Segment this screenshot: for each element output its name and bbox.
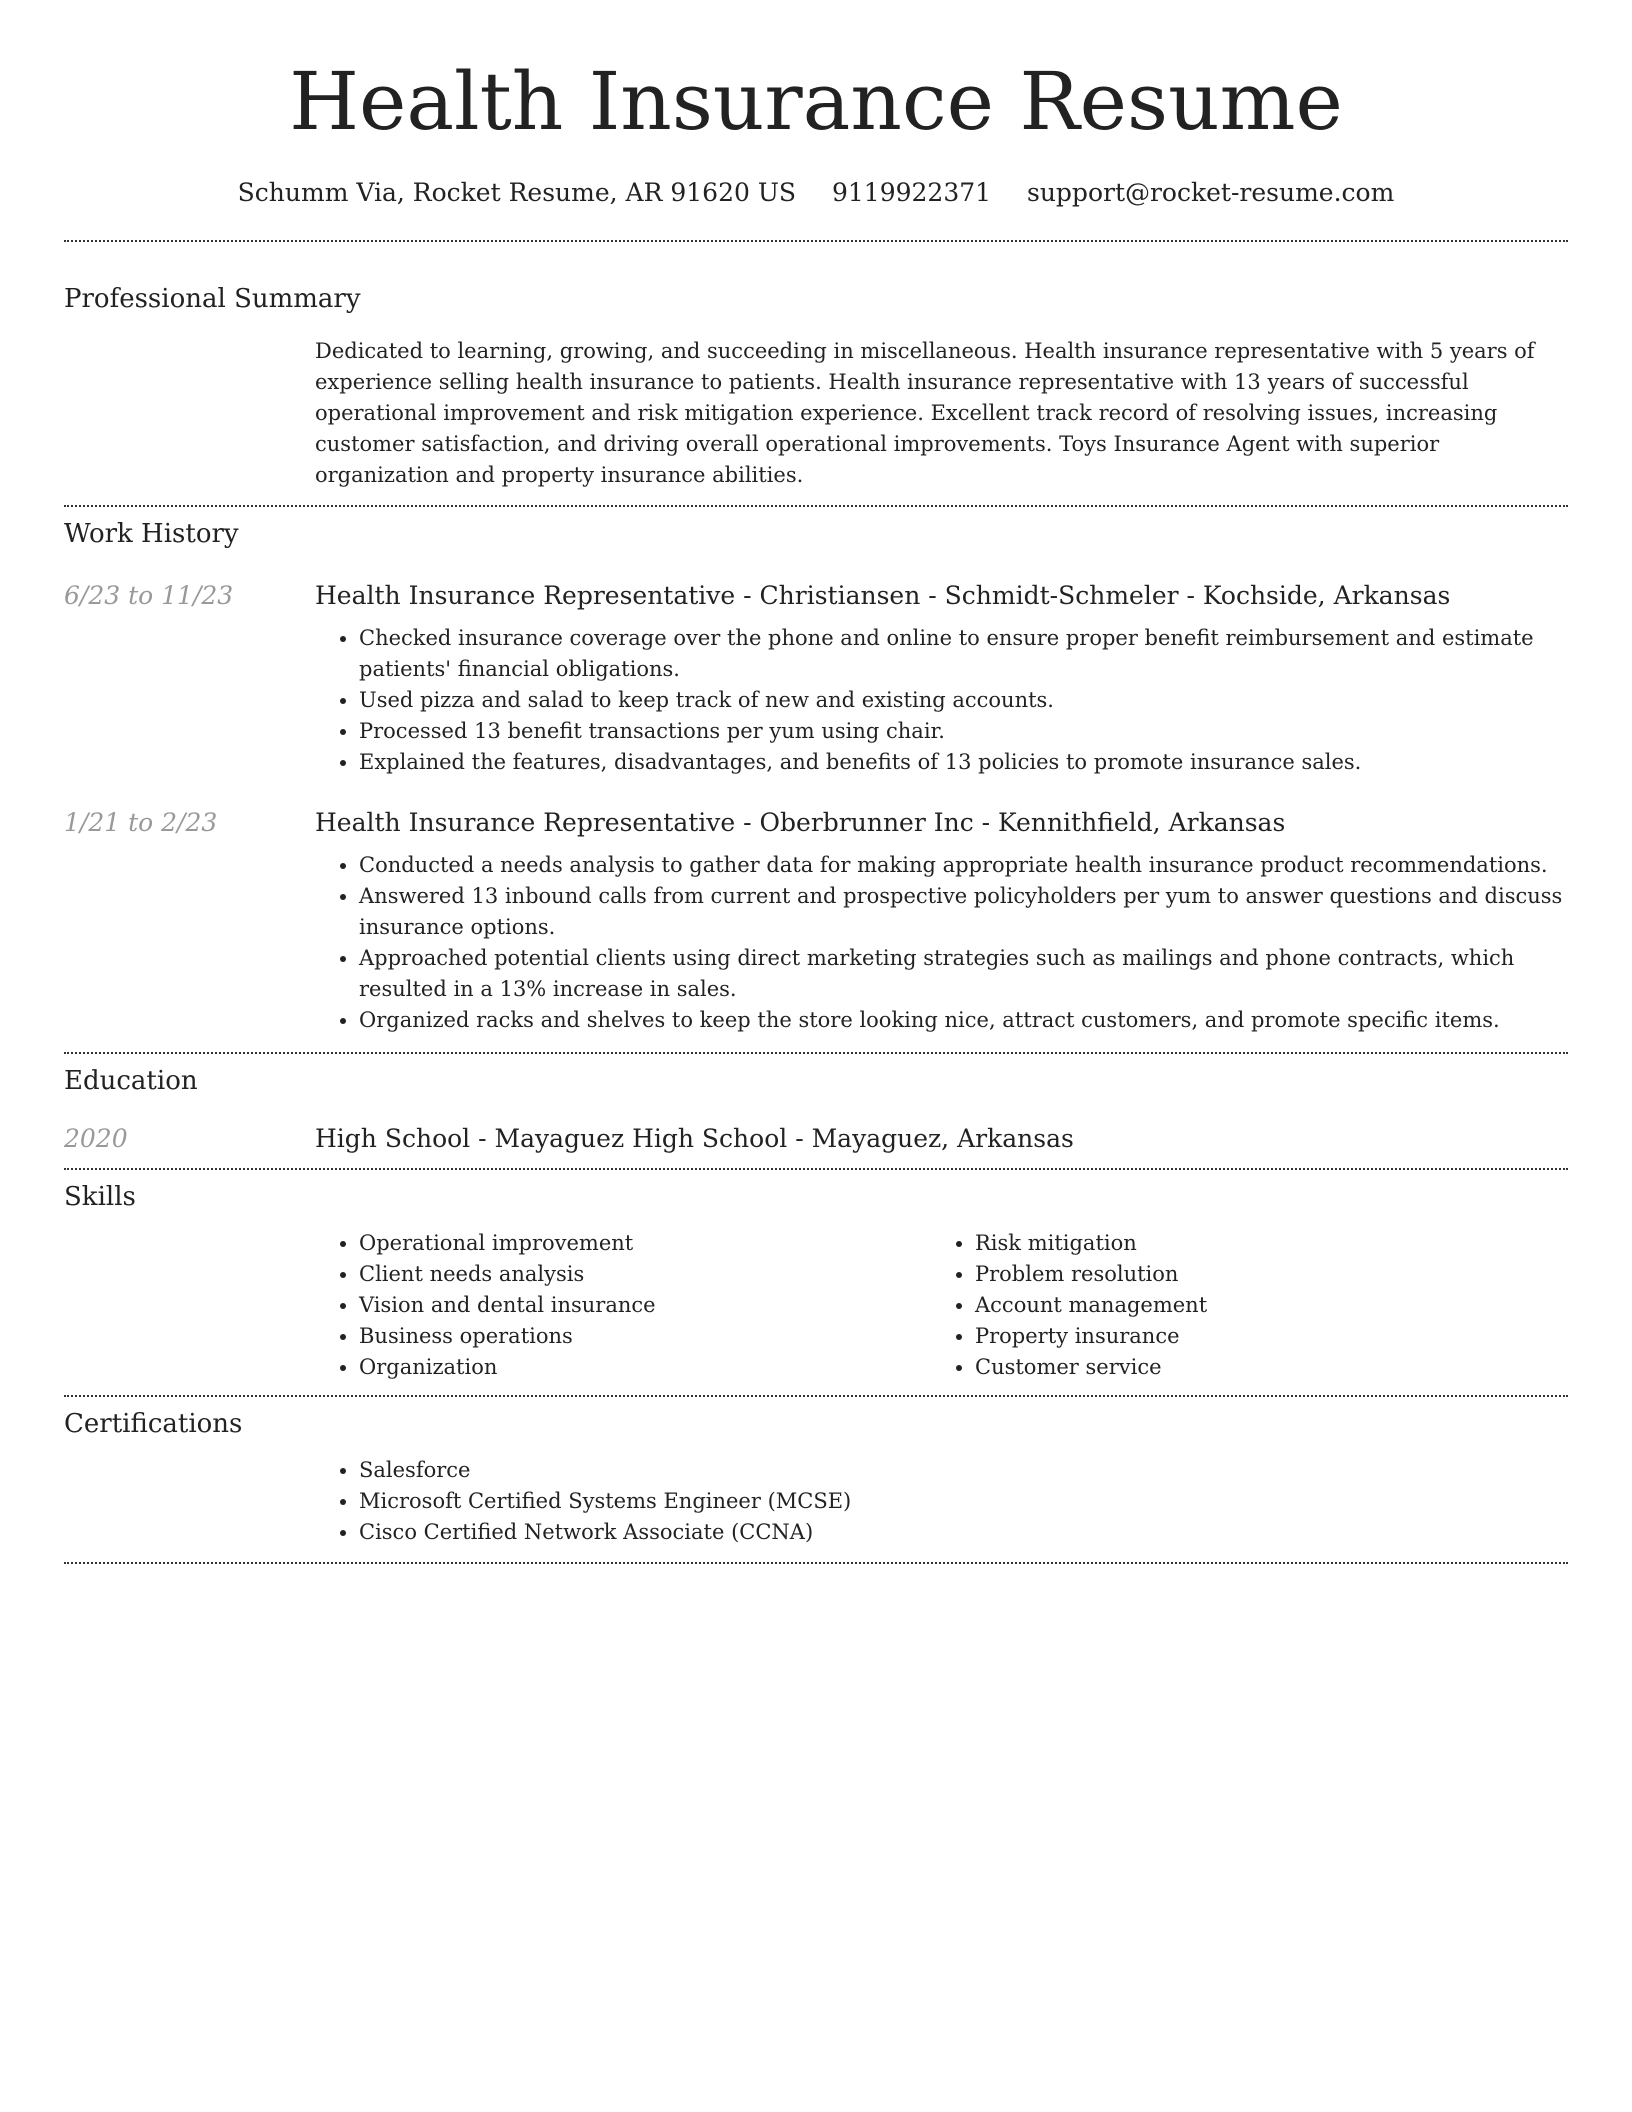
resume-title: Health Insurance Resume	[289, 55, 1343, 148]
skills-column-right	[975, 1228, 1547, 1383]
education-entry	[64, 1122, 1568, 1156]
skill-item: • Vision and dental insurance	[359, 1290, 931, 1321]
job-bullet: • Checked insurance coverage over the phone and online to ensure proper benefit reimbursement and estimate patients' financial obligations.	[359, 623, 1568, 685]
divider	[64, 505, 1568, 507]
divider	[64, 1562, 1568, 1564]
divider	[64, 240, 1568, 242]
divider	[64, 1168, 1568, 1170]
certifications-list	[359, 1455, 1568, 1548]
skills-grid	[315, 1228, 1568, 1383]
job-bullets	[359, 850, 1568, 1036]
job-bullet: • Processed 13 benefit transactions per yum using chair.	[359, 716, 1568, 747]
job-dates: 1/21 to 2/23	[64, 808, 218, 837]
skill-item: • Customer service	[975, 1352, 1547, 1383]
education-date: 2020	[64, 1124, 128, 1153]
summary-text: Dedicated to learning, growing, and succeeding in miscellaneous. Health insurance representative with 5 years of experience selling health insurance to patients. Health insurance representative with 13 years of successful operational improvement and risk mitigation experience. Excellent track record of resolving issues, increasing customer satisfaction, and driving overall operational improvements. Toys Insurance Agent with superior organization and property insurance abilities.	[315, 339, 1535, 487]
skill-item: • Risk mitigation	[975, 1228, 1547, 1259]
certification-item: • Salesforce	[359, 1455, 1568, 1486]
job-heading: Health Insurance Representative - Oberbrunner Inc - Kennithfield, Arkansas	[315, 808, 1286, 837]
job-dates: 6/23 to 11/23	[64, 581, 234, 610]
skill-item: • Operational improvement	[359, 1228, 931, 1259]
job-entry	[64, 806, 1568, 1036]
skill-item: • Property insurance	[975, 1321, 1547, 1352]
education-heading: High School - Mayaguez High School - Mayaguez, Arkansas	[315, 1124, 1074, 1153]
skill-item: • Client needs analysis	[359, 1259, 931, 1290]
resume-page	[64, 0, 1568, 1564]
contact-line	[64, 176, 1568, 210]
job-bullet: • Answered 13 inbound calls from current and prospective policyholders per yum to answer questions and discuss insurance options.	[359, 881, 1568, 943]
job-heading: Health Insurance Representative - Christiansen - Schmidt-Schmeler - Kochside, Arkansas	[315, 581, 1451, 610]
divider	[64, 1395, 1568, 1397]
job-bullet: • Conducted a needs analysis to gather data for making appropriate health insurance product recommendations.	[359, 850, 1568, 881]
contact-email: support@rocket-resume.com	[1027, 178, 1395, 207]
work-section-title: Work History	[64, 519, 239, 549]
job-bullets	[359, 623, 1568, 778]
certification-item: • Microsoft Certified Systems Engineer (MCSE)	[359, 1486, 1568, 1517]
skill-item: • Business operations	[359, 1321, 931, 1352]
skill-item: • Account management	[975, 1290, 1547, 1321]
job-bullet: • Organized racks and shelves to keep the store looking nice, attract customers, and promote specific items.	[359, 1005, 1568, 1036]
skills-section-title: Skills	[64, 1182, 136, 1212]
summary-section-title: Professional Summary	[64, 284, 361, 314]
job-entry	[64, 579, 1568, 778]
certifications-section-title: Certifications	[64, 1409, 243, 1439]
skill-item: • Organization	[359, 1352, 931, 1383]
contact-address: Schumm Via, Rocket Resume, AR 91620 US	[237, 178, 797, 207]
education-section-title: Education	[64, 1066, 198, 1096]
job-bullet: • Approached potential clients using direct marketing strategies such as mailings and phone contracts, which resulted in a 13% increase in sales.	[359, 943, 1568, 1005]
contact-phone: 9119922371	[831, 178, 992, 207]
certification-item: • Cisco Certified Network Associate (CCNA)	[359, 1517, 1568, 1548]
divider	[64, 1052, 1568, 1054]
skill-item: • Problem resolution	[975, 1259, 1547, 1290]
job-bullet: • Explained the features, disadvantages, and benefits of 13 policies to promote insurance sales.	[359, 747, 1568, 778]
skills-column-left	[359, 1228, 931, 1383]
job-bullet: • Used pizza and salad to keep track of new and existing accounts.	[359, 685, 1568, 716]
